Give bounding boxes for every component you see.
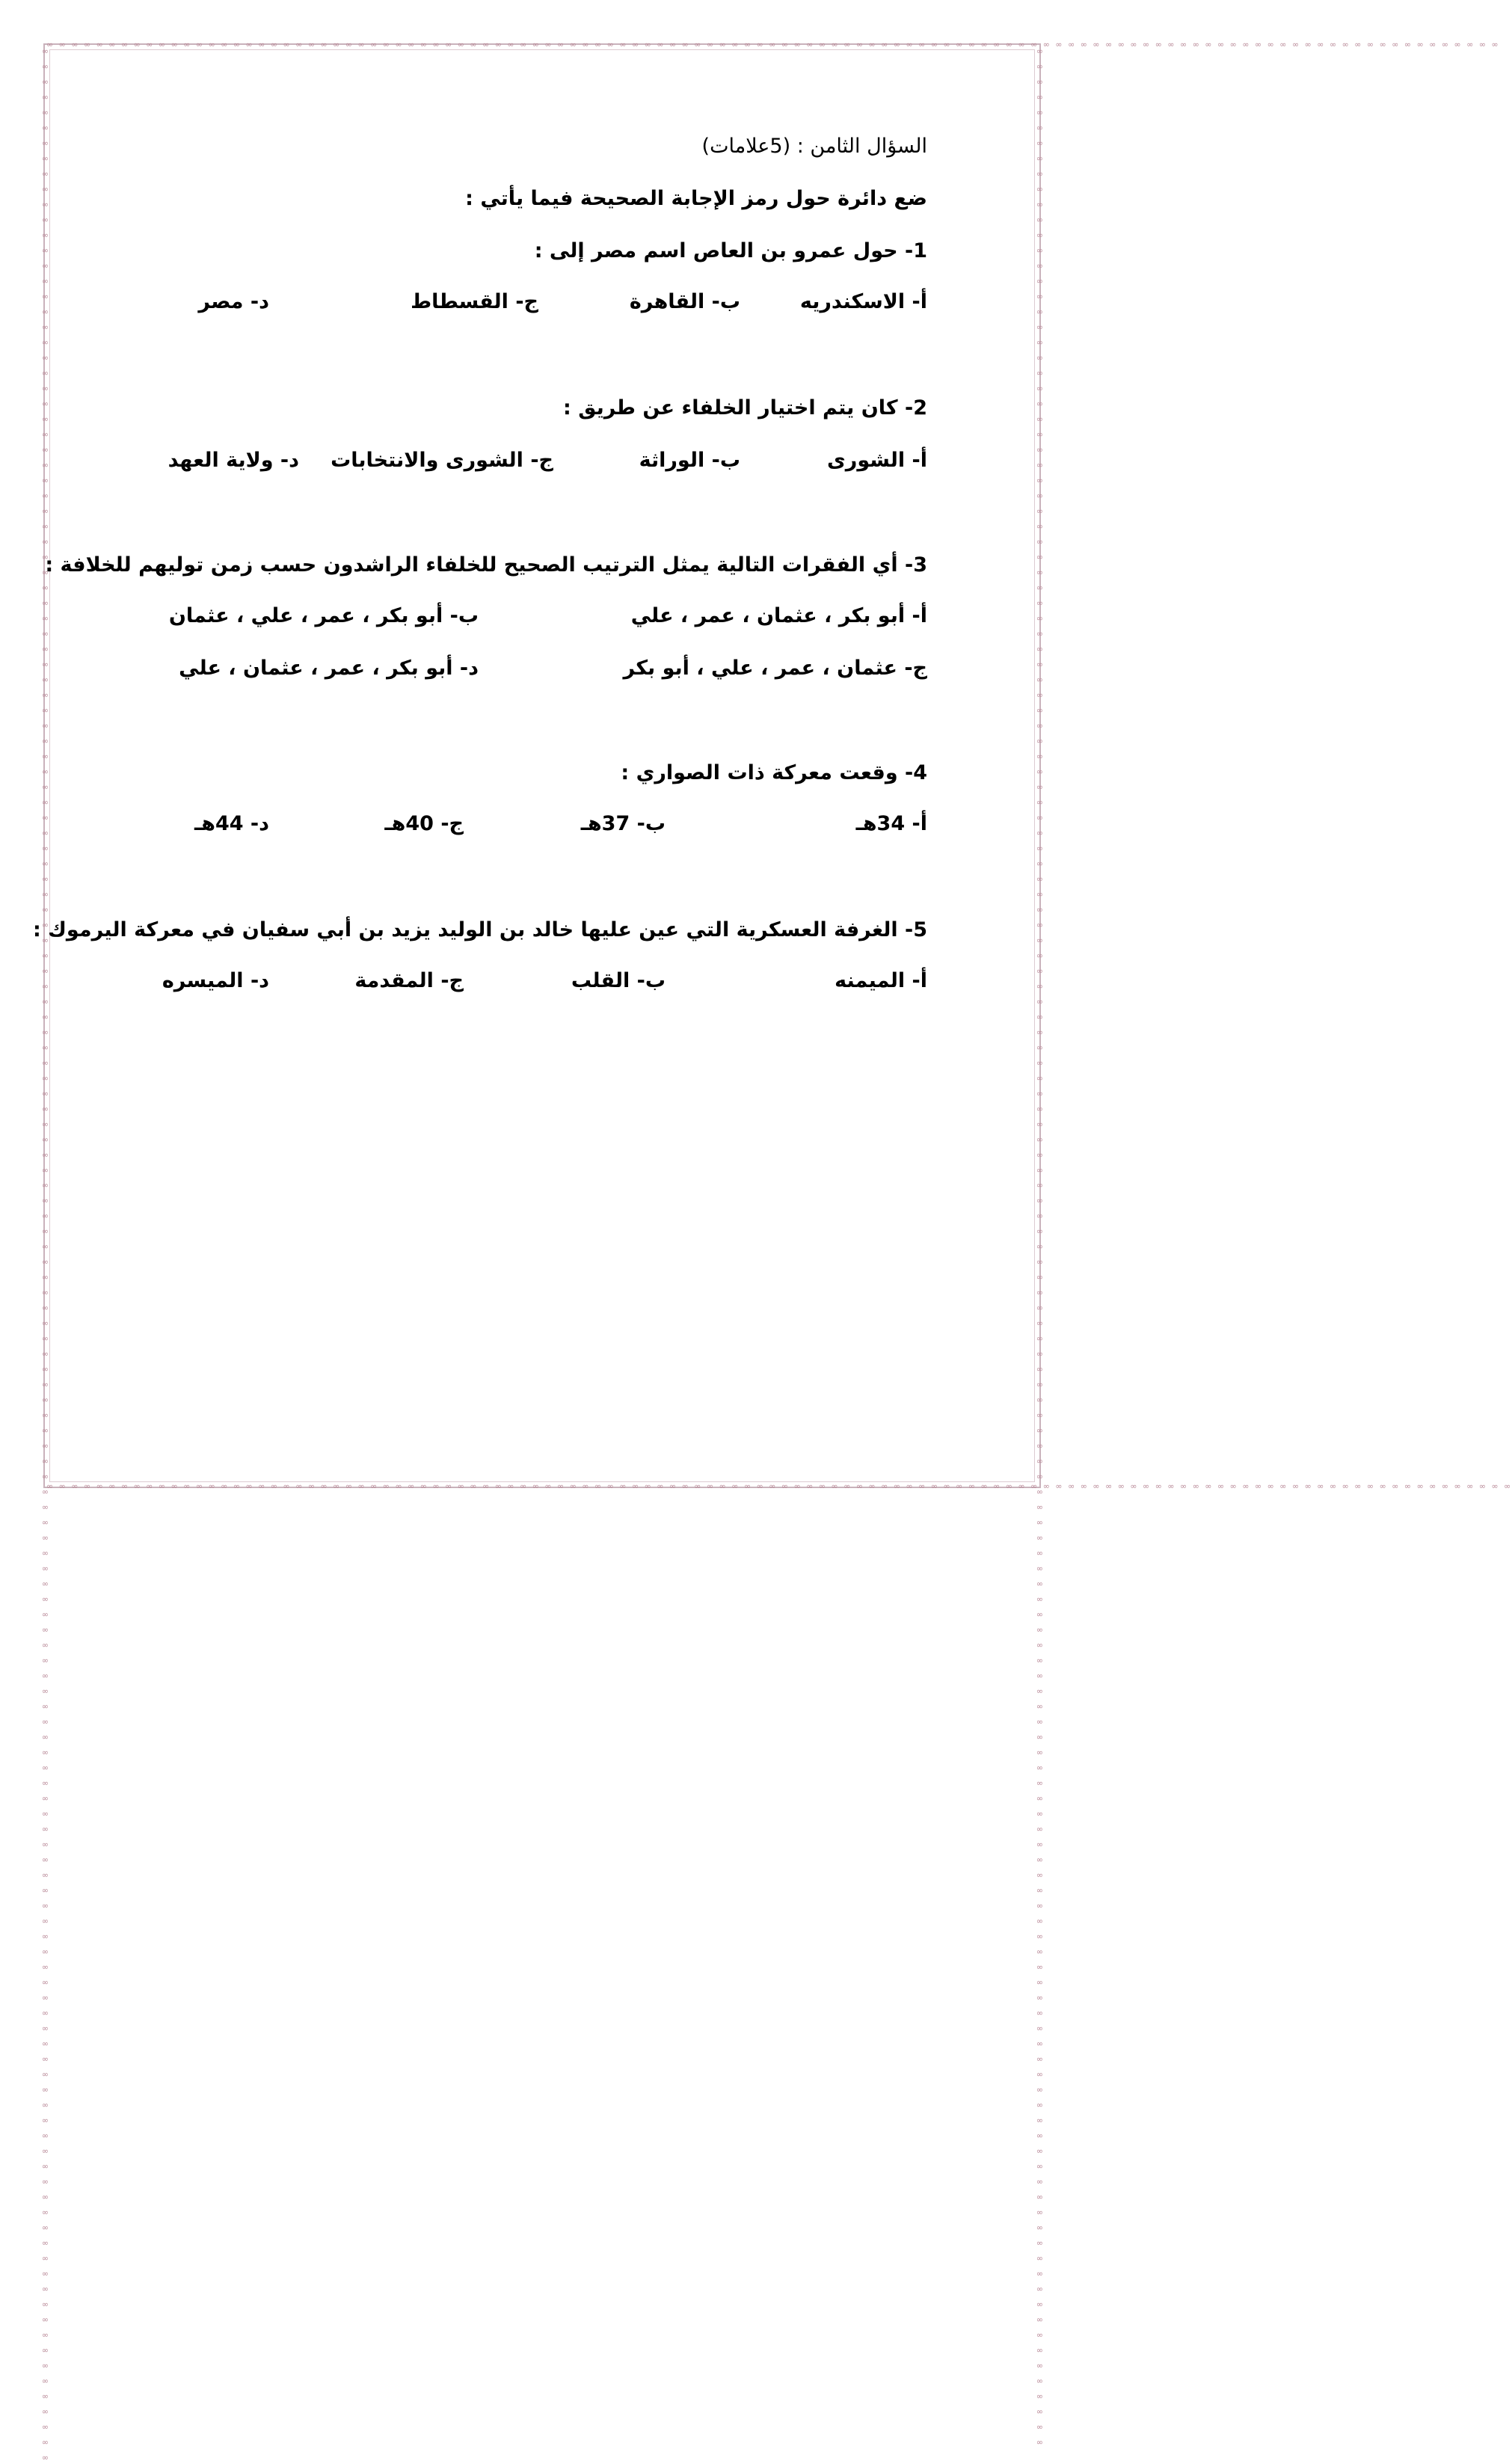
question-2-text: 2- كان يتم اختيار الخلفاء عن طريق : (563, 396, 927, 420)
instruction: ضع دائرة حول رمز الإجابة الصحيحة فيما يأتي : (465, 187, 927, 210)
question-3-option-a[interactable]: أ- أبو بكر ، عثمان ، عمر ، علي (630, 604, 927, 627)
question-1-option-a[interactable]: أ- الاسكندريه (799, 290, 927, 313)
border-ornament-right: ∞ ∞ ∞ ∞ ∞ ∞ ∞ ∞ ∞ ∞ ∞ ∞ ∞ ∞ ∞ ∞ ∞ ∞ ∞ ∞ ∞ ∞ ∞ ∞ ∞ ∞ ∞ ∞ ∞ ∞ ∞ ∞ ∞ ∞ ∞ ∞ ∞ ∞ ∞ ∞ ∞ ∞ ∞ ∞ ∞ ∞ ∞ ∞ ∞ ∞ ∞ ∞ ∞ ∞ ∞ ∞ ∞ ∞ ∞ ∞ ∞ ∞ ∞ ∞ ∞ ∞ ∞ ∞ ∞ ∞ ∞ ∞ ∞ ∞ ∞ ∞ ∞ ∞ ∞ ∞ ∞ ∞ ∞ ∞ ∞ ∞ ∞ ∞ ∞ ∞ ∞ ∞ ∞ ∞ ∞ ∞ ∞ ∞ ∞ ∞ ∞ ∞ ∞ ∞ ∞ ∞ ∞ ∞ ∞ ∞ ∞ ∞ ∞ ∞ ∞ ∞ ∞ ∞ ∞ ∞ ∞ ∞ ∞ ∞ ∞ ∞ ∞ ∞ ∞ ∞ ∞ ∞ ∞ ∞ ∞ ∞ ∞ ∞ ∞ ∞ ∞ ∞ ∞ ∞ ∞ ∞ ∞ ∞ ∞ ∞ ∞ ∞ ∞ ∞ ∞ ∞ ∞ (1035, 46, 1045, 2449)
question-5-option-b[interactable]: ب- القلب (571, 969, 666, 992)
question-4-option-b[interactable]: ب- 37هـ (580, 812, 666, 835)
question-3-option-c[interactable]: ج- عثمان ، عمر ، علي ، أبو بكر (623, 657, 927, 680)
question-1-option-b[interactable]: ب- القاهرة (629, 290, 740, 313)
border-ornament-top: ∞ ∞ ∞ ∞ ∞ ∞ ∞ ∞ ∞ ∞ ∞ ∞ ∞ ∞ ∞ ∞ ∞ ∞ ∞ ∞ ∞ ∞ ∞ ∞ ∞ ∞ ∞ ∞ ∞ ∞ ∞ ∞ ∞ ∞ ∞ ∞ ∞ ∞ ∞ ∞ ∞ ∞ ∞ ∞ ∞ ∞ ∞ ∞ ∞ ∞ ∞ ∞ ∞ ∞ ∞ ∞ ∞ ∞ ∞ ∞ ∞ ∞ ∞ ∞ ∞ ∞ ∞ ∞ ∞ ∞ ∞ ∞ ∞ ∞ ∞ ∞ ∞ ∞ ∞ ∞ ∞ ∞ ∞ ∞ ∞ ∞ ∞ ∞ ∞ ∞ ∞ ∞ ∞ ∞ ∞ ∞ ∞ ∞ ∞ ∞ ∞ ∞ ∞ ∞ ∞ ∞ ∞ ∞ ∞ ∞ ∞ ∞ ∞ ∞ ∞ ∞ ∞ (46, 40, 1500, 49)
question-1-option-c[interactable]: ج- القسطاط (411, 290, 538, 313)
question-4-option-d[interactable]: د- 44هـ (194, 812, 269, 835)
question-5-option-d[interactable]: د- الميسره (162, 969, 269, 992)
question-4-option-c[interactable]: ج- 40هـ (384, 812, 464, 835)
question-2-option-a[interactable]: أ- الشورى (827, 449, 927, 472)
question-5-option-a[interactable]: أ- الميمنه (835, 969, 927, 992)
question-3-options-row-2 (165, 657, 927, 686)
question-4-option-a[interactable]: أ- 34هـ (855, 812, 927, 835)
question-2-option-d[interactable]: د- ولاية العهد (168, 449, 299, 472)
question-5-option-c[interactable]: ج- المقدمة (354, 969, 464, 992)
question-5-options (162, 969, 927, 999)
question-3-options-row-1 (165, 604, 927, 634)
question-3-option-d[interactable]: د- أبو بكر ، عمر ، عثمان ، علي (179, 657, 479, 680)
question-1-option-d[interactable]: د- مصر (198, 290, 269, 313)
question-1-options (165, 290, 927, 320)
question-4-text: 4- وقعت معركة ذات الصواري : (621, 761, 927, 784)
border-ornament-bottom: ∞ ∞ ∞ ∞ ∞ ∞ ∞ ∞ ∞ ∞ ∞ ∞ ∞ ∞ ∞ ∞ ∞ ∞ ∞ ∞ ∞ ∞ ∞ ∞ ∞ ∞ ∞ ∞ ∞ ∞ ∞ ∞ ∞ ∞ ∞ ∞ ∞ ∞ ∞ ∞ ∞ ∞ ∞ ∞ ∞ ∞ ∞ ∞ ∞ ∞ ∞ ∞ ∞ ∞ ∞ ∞ ∞ ∞ ∞ ∞ ∞ ∞ ∞ ∞ ∞ ∞ ∞ ∞ ∞ ∞ ∞ ∞ ∞ ∞ ∞ ∞ ∞ ∞ ∞ ∞ ∞ ∞ ∞ ∞ ∞ ∞ ∞ ∞ ∞ ∞ ∞ ∞ ∞ ∞ ∞ ∞ ∞ ∞ ∞ ∞ ∞ ∞ ∞ ∞ ∞ ∞ ∞ ∞ ∞ ∞ ∞ ∞ ∞ ∞ ∞ ∞ ∞ ∞ (46, 1481, 1512, 1491)
question-3-option-b[interactable]: ب- أبو بكر ، عمر ، علي ، عثمان (168, 604, 479, 627)
question-4-options (165, 812, 927, 842)
question-title: السؤال الثامن : (5علامات) (701, 135, 927, 158)
question-2-option-c[interactable]: ج- الشورى والانتخابات (331, 449, 553, 472)
question-2-options (165, 449, 927, 479)
question-3-text: 3- أي الفقرات التالية يمثل الترتيب الصحيح للخلفاء الراشدون حسب زمن توليهم للخلافة : (45, 553, 927, 577)
question-2-option-b[interactable]: ب- الوراثة (639, 449, 740, 472)
border-ornament-left: ∞ ∞ ∞ ∞ ∞ ∞ ∞ ∞ ∞ ∞ ∞ ∞ ∞ ∞ ∞ ∞ ∞ ∞ ∞ ∞ ∞ ∞ ∞ ∞ ∞ ∞ ∞ ∞ ∞ ∞ ∞ ∞ ∞ ∞ ∞ ∞ ∞ ∞ ∞ ∞ ∞ ∞ ∞ ∞ ∞ ∞ ∞ ∞ ∞ ∞ ∞ ∞ ∞ ∞ ∞ ∞ ∞ ∞ ∞ ∞ ∞ ∞ ∞ ∞ ∞ ∞ ∞ ∞ ∞ ∞ ∞ ∞ ∞ ∞ ∞ ∞ ∞ ∞ ∞ ∞ ∞ ∞ ∞ ∞ ∞ ∞ ∞ ∞ ∞ ∞ ∞ ∞ ∞ ∞ ∞ ∞ ∞ ∞ ∞ ∞ ∞ ∞ ∞ ∞ ∞ ∞ ∞ ∞ ∞ ∞ ∞ ∞ ∞ ∞ ∞ ∞ ∞ ∞ ∞ ∞ ∞ ∞ ∞ ∞ ∞ ∞ ∞ ∞ ∞ ∞ ∞ ∞ ∞ ∞ ∞ ∞ ∞ ∞ ∞ ∞ ∞ ∞ ∞ ∞ ∞ ∞ ∞ ∞ ∞ ∞ ∞ ∞ ∞ ∞ ∞ ∞ ∞ ∞ (40, 46, 50, 2464)
question-5-text: 5- الغرفة العسكرية التي عين عليها خالد بن الوليد يزيد بن أبي سفيان في معركة اليرموك : (32, 918, 927, 941)
question-1-text: 1- حول عمرو بن العاص اسم مصر إلى : (534, 239, 927, 262)
